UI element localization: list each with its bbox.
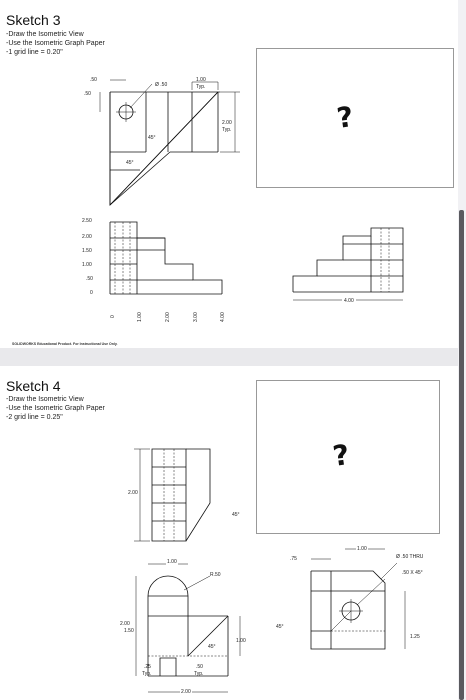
footer-note: SOLIDWORKS Educational Product. For Instructional Use Only. — [12, 342, 118, 346]
dim-side-top: 1.00 — [357, 546, 367, 552]
dim-slot-a-typ: Typ. — [142, 671, 152, 677]
x-scale-label: 0 — [110, 315, 116, 318]
dim-hole: Ø .50 — [155, 82, 168, 88]
sketch-3-title: Sketch 3 — [6, 12, 61, 28]
sketch-3-side-view — [285, 220, 415, 310]
y-scale-label: 1.00 — [82, 262, 92, 268]
dim-slot-a-val: .25 — [144, 664, 151, 670]
dim-slot-b-typ: Typ. — [194, 671, 204, 677]
sketch-4-instructions — [6, 395, 105, 422]
dim-front-angle: 45° — [208, 644, 216, 650]
dim-top-angle: 45° — [232, 512, 240, 518]
question-mark-icon: ? — [334, 100, 356, 135]
y-scale-label: 2.50 — [82, 218, 92, 224]
instruction-line: -1 grid line = 0.20" — [6, 49, 63, 56]
dim-typ: Typ. — [196, 84, 206, 90]
dim-angle-a: 45° — [148, 135, 156, 141]
sketch-3-front-view — [95, 212, 235, 322]
dim-right-typ: Typ. — [222, 127, 232, 133]
x-scale-label: 4.00 — [220, 312, 226, 322]
dim-front-bottom: 2.00 — [181, 689, 191, 695]
sketch-3-answer-box[interactable] — [256, 48, 454, 188]
dim-right-val: 2.00 — [222, 120, 232, 126]
sketch-4-panel — [0, 366, 458, 700]
dim-top-left-b: .50 — [84, 91, 91, 97]
instruction-line: -Use the Isometric Graph Paper — [6, 40, 105, 47]
sketch-4-answer-box[interactable] — [256, 380, 440, 534]
sketch-4-top-view — [120, 441, 250, 551]
sketch-3-instructions — [6, 30, 105, 57]
y-scale-label: 2.00 — [82, 234, 92, 240]
instruction-line: -Use the Isometric Graph Paper — [6, 405, 105, 412]
scrollbar-thumb[interactable] — [459, 210, 464, 700]
instruction-line: -2 grid line = 0.25" — [6, 414, 63, 421]
instruction-line: -Draw the Isometric View — [6, 396, 84, 403]
dim-front-top-width: 1.00 — [167, 559, 177, 565]
dim-front-height-outer: 2.00 — [120, 621, 130, 627]
y-scale-label: 0 — [90, 290, 93, 296]
page-gap — [0, 348, 466, 366]
dim-hole: Ø .50 THRU — [396, 554, 424, 560]
dim-side-width: 4.00 — [344, 298, 354, 304]
dim-slot-b-val: .50 — [196, 664, 203, 670]
x-scale-label: 1.00 — [137, 312, 143, 322]
sketch-4-side-view — [285, 541, 425, 681]
dim-front-height-inner: 1.50 — [124, 628, 134, 634]
dim-typ-val: 1.00 — [196, 77, 206, 83]
dim-side-height: 1.25 — [410, 634, 420, 640]
dim-top-left-a: .50 — [90, 77, 97, 83]
x-scale-label: 2.00 — [165, 312, 171, 322]
y-scale-label: 1.50 — [82, 248, 92, 254]
y-scale-label: .50 — [86, 276, 93, 282]
instruction-line: -Draw the Isometric View — [6, 31, 84, 38]
dim-front-step: 1.00 — [236, 638, 246, 644]
dim-side-offset: .75 — [290, 556, 297, 562]
dim-top-height: 2.00 — [128, 490, 138, 496]
dim-angle-b: 45° — [126, 160, 134, 166]
dim-radius: R.50 — [210, 572, 221, 578]
x-scale-label: 3.00 — [193, 312, 199, 322]
dim-chamfer: .50 X 45° — [402, 570, 423, 576]
sketch-3-panel — [0, 0, 458, 348]
dim-side-angle: 45° — [276, 624, 284, 630]
sketch-4-title: Sketch 4 — [6, 378, 61, 394]
question-mark-icon: ? — [330, 438, 352, 473]
